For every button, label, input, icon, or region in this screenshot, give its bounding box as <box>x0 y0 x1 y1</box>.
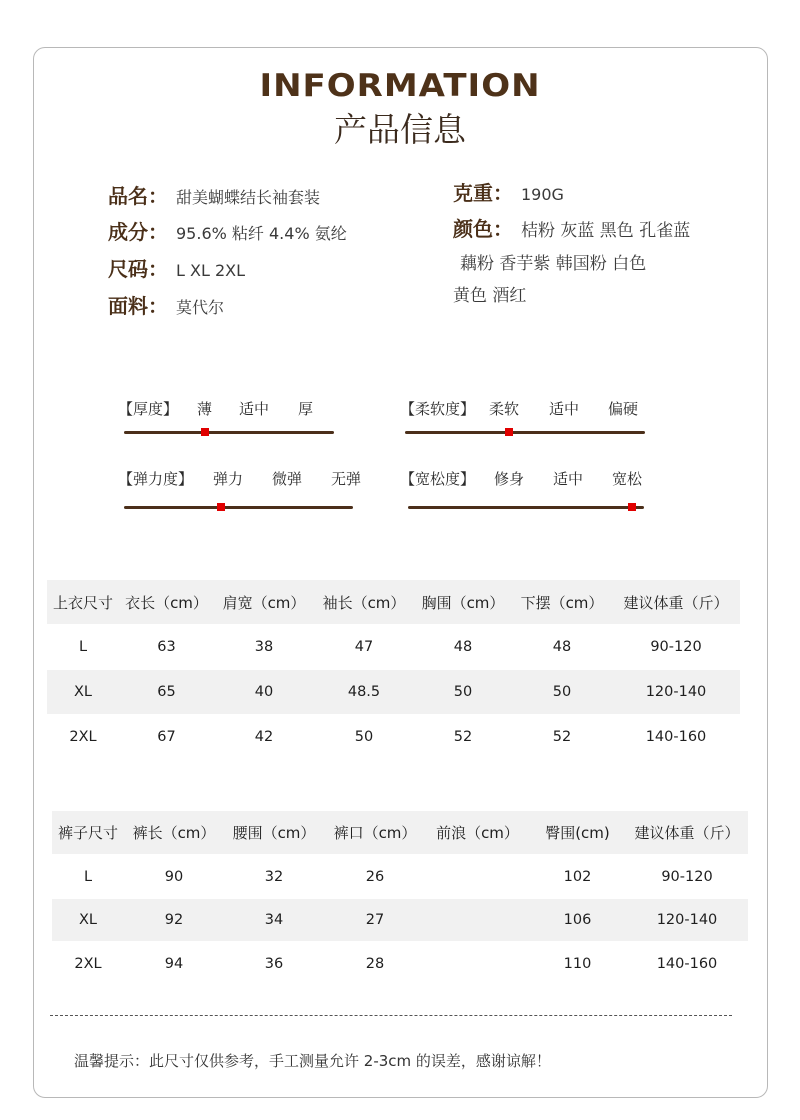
elasticity-scale-title: 【弹力度】 <box>118 470 194 488</box>
table-cell: 52 <box>552 729 572 745</box>
softness-marker <box>505 428 513 436</box>
info-weight-label: 克重： <box>453 181 513 205</box>
elasticity-marker <box>217 503 225 511</box>
table-cell: 40 <box>214 670 314 714</box>
table-cell <box>426 941 529 987</box>
looseness-option-medium: 适中 <box>553 470 584 488</box>
thickness-option-thin: 薄 <box>197 400 213 418</box>
info-color-line3: 黄色 酒红 <box>453 286 527 306</box>
info-size-row <box>108 253 245 282</box>
table-header-cell: 下摆（cm） <box>512 580 612 624</box>
table-cell: 102 <box>563 868 592 885</box>
table-cell: 27 <box>324 899 426 941</box>
looseness-option-slim: 修身 <box>494 470 525 488</box>
table-cell: 34 <box>224 899 324 941</box>
table-header-cell: 衣长（cm） <box>119 580 214 624</box>
info-name-value: 甜美蝴蝶结长袖套装 <box>176 188 321 207</box>
table-cell: 2XL <box>69 729 97 745</box>
table-header-row <box>52 811 748 854</box>
table-cell: 48 <box>552 639 572 655</box>
thickness-bar <box>124 431 334 434</box>
table-header-cell: 上衣尺寸 <box>47 580 119 624</box>
table-cell: 32 <box>264 868 284 885</box>
table-header-cell: 袖长（cm） <box>314 580 414 624</box>
table-header-cell: 建议体重（斤） <box>626 811 748 854</box>
softness-option-medium: 适中 <box>549 400 580 418</box>
table-cell: 106 <box>529 899 626 941</box>
title-cn: 产品信息 <box>334 110 466 149</box>
looseness-bar <box>408 506 644 509</box>
table-cell: 38 <box>254 639 274 655</box>
elasticity-option-none: 无弹 <box>331 470 362 488</box>
info-name-row <box>108 180 320 209</box>
info-color-label: 颜色： <box>453 217 513 241</box>
table-row <box>52 854 748 899</box>
table-row <box>52 899 748 941</box>
table-cell: 50 <box>512 670 612 714</box>
table-cell: 110 <box>563 956 592 972</box>
info-fabric-label: 面料： <box>108 294 168 318</box>
table-cell: L <box>83 868 93 885</box>
table-header-cell: 前浪（cm） <box>426 811 529 854</box>
info-color-line2: 藕粉 香芋紫 韩国粉 白色 <box>460 254 647 274</box>
info-weight-value: 190G <box>521 185 564 204</box>
info-composition-label: 成分： <box>108 220 168 244</box>
info-fabric-value: 莫代尔 <box>176 298 225 317</box>
elasticity-bar <box>124 506 353 509</box>
info-composition-value: 95.6% 粘纤 4.4% 氨纶 <box>176 224 347 243</box>
table-cell: 36 <box>264 956 284 972</box>
info-name-label: 品名： <box>108 184 168 208</box>
table-row <box>47 624 740 670</box>
table-cell: XL <box>47 670 119 714</box>
table-header-cell: 建议体重（斤） <box>612 580 740 624</box>
table-header-cell: 裤子尺寸 <box>52 811 124 854</box>
table-cell: 50 <box>414 670 512 714</box>
table-cell: 90-120 <box>661 868 713 885</box>
info-composition-row <box>108 216 347 245</box>
info-color-row <box>453 213 690 242</box>
table-cell: 92 <box>124 899 224 941</box>
table-cell: 140-160 <box>645 729 707 745</box>
info-size-value: L XL 2XL <box>176 261 246 280</box>
table-cell: 90-120 <box>650 639 702 655</box>
softness-option-soft: 柔软 <box>489 400 520 418</box>
elasticity-option-slight: 微弹 <box>272 470 303 488</box>
table-cell: 120-140 <box>612 670 740 714</box>
table-cell: 42 <box>254 729 274 745</box>
looseness-marker <box>628 503 636 511</box>
thickness-scale-title: 【厚度】 <box>118 400 179 418</box>
info-size-label: 尺码： <box>108 257 168 281</box>
table-cell: 47 <box>354 639 374 655</box>
table-header-cell: 臀围(cm) <box>529 811 626 854</box>
pants-size-table <box>52 811 748 987</box>
info-color-line1: 桔粉 灰蓝 黑色 孔雀蓝 <box>521 221 691 241</box>
table-cell: 48.5 <box>314 670 414 714</box>
looseness-scale-title: 【宽松度】 <box>400 470 476 488</box>
table-cell: 26 <box>365 868 385 885</box>
top-size-table <box>47 580 740 760</box>
softness-scale-title: 【柔软度】 <box>400 400 476 418</box>
table-cell: 94 <box>164 956 184 972</box>
softness-option-hard: 偏硬 <box>608 400 639 418</box>
thickness-option-medium: 适中 <box>239 400 270 418</box>
table-cell <box>426 899 529 941</box>
table-cell: 67 <box>157 729 176 745</box>
looseness-option-loose: 宽松 <box>612 470 643 488</box>
title-en: INFORMATION <box>259 67 541 105</box>
table-header-cell: 裤长（cm） <box>124 811 224 854</box>
table-row <box>52 941 748 987</box>
table-cell: L <box>78 639 88 655</box>
table-header-cell: 裤口（cm） <box>324 811 426 854</box>
softness-bar <box>405 431 645 434</box>
thickness-option-thick: 厚 <box>298 400 314 418</box>
table-header-cell: 胸围（cm） <box>414 580 512 624</box>
table-cell: 65 <box>119 670 214 714</box>
elasticity-option-elastic: 弹力 <box>213 470 244 488</box>
info-weight-row <box>453 177 564 206</box>
footer-note: 温馨提示：此尺寸仅供参考，手工测量允许 2-3cm 的误差，感谢谅解！ <box>74 1052 551 1070</box>
table-cell: 63 <box>157 639 176 655</box>
table-header-cell: 肩宽（cm） <box>214 580 314 624</box>
table-cell: 28 <box>365 956 385 972</box>
info-fabric-row <box>108 290 224 319</box>
table-cell: 2XL <box>74 956 102 972</box>
table-cell: 120-140 <box>626 899 748 941</box>
table-cell: 50 <box>354 729 374 745</box>
table-cell: 90 <box>164 868 184 885</box>
divider-dashed <box>50 1015 732 1016</box>
table-cell: XL <box>52 899 124 941</box>
table-cell: 52 <box>453 729 473 745</box>
table-cell: 48 <box>453 639 473 655</box>
table-cell <box>426 854 529 899</box>
table-header-cell: 腰围（cm） <box>224 811 324 854</box>
table-header-row <box>47 580 740 624</box>
table-row <box>47 714 740 760</box>
table-cell: 140-160 <box>656 956 718 972</box>
thickness-marker <box>201 428 209 436</box>
table-row <box>47 670 740 714</box>
